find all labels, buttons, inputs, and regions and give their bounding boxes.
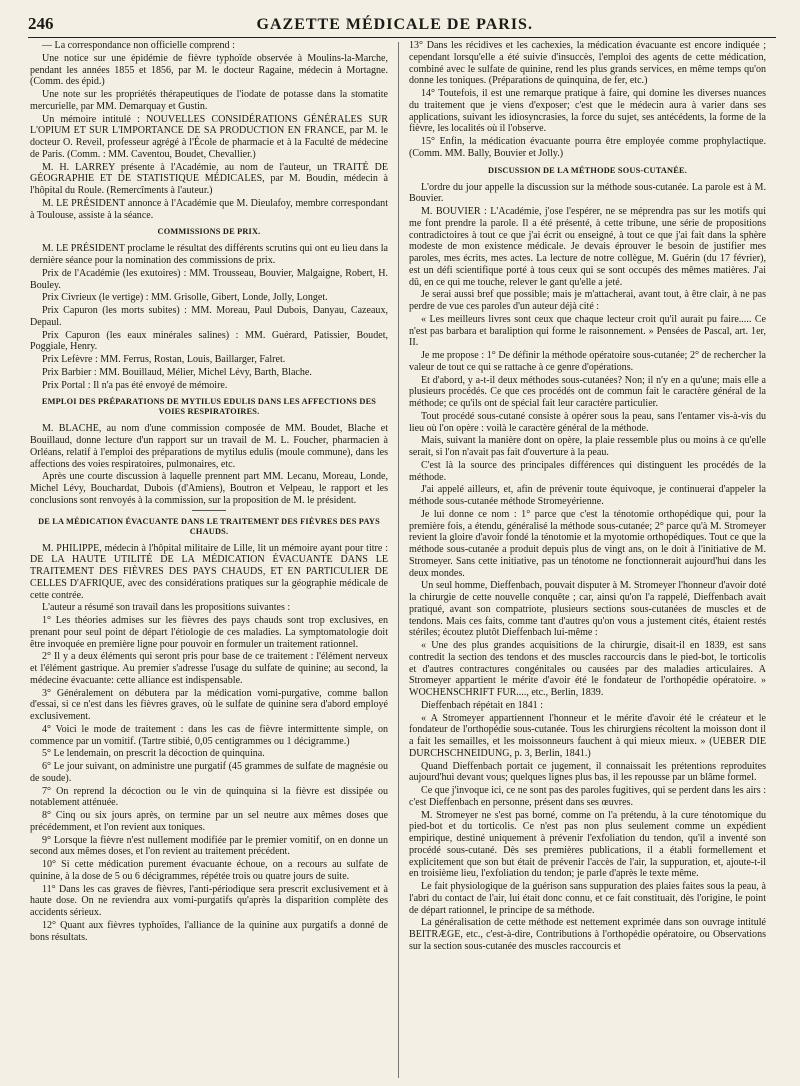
right-column [409, 40, 766, 1080]
section-heading-mytilus: EMPLOI DES PRÉPARATIONS DE MYTILUS EDULIS DANS LES AFFECTIONS DES VOIES RESPIRATOIRES. [41, 397, 377, 417]
paragraph: — La correspondance non officielle comprend : [42, 40, 235, 51]
paragraph: Prix Civrieux (le vertige) : MM. Grisolle, Gibert, Londe, Jolly, Longet. [42, 292, 328, 304]
paragraph: Après une courte discussion à laquelle prennent part MM. Lecanu, Moreau, Londe, Michel Lévy, Bouchardat, Dubois (d'Amiens), Boutron et Velpeau, le rapport et les conclusions sont renvoyés à la commission, sur la proposition de M. le président. [30, 471, 388, 506]
paragraph: M. LE PRÉSIDENT annonce à l'Académie que M. Dieulafoy, membre correspondant à Toulouse, assiste à la séance. [30, 197, 388, 221]
paragraph: M. Stromeyer ne s'est pas borné, comme on l'a prétendu, à la cure ténotomique du pied-bot et du torticolis. Ce n'est pas non plus seulement comme un expédient empirique, destiné uniquement à prévenir l'exfoliation du tendon, qu'il a inventé son procédé sous-cutané. Dès ses premières publications, il a établi formellement et explicitement que son but était de prévenir l'accès de l'air, la suppuration, et, ajoute-t-il en troisième lieu, l'exfoliation du tendon; je parle d'après le texte même. [409, 809, 766, 880]
paragraph: Prix Capuron (les morts subites) : MM. Moreau, Paul Dubois, Danyau, Cazeaux, Depaul. [30, 305, 388, 328]
discussion-section [409, 182, 766, 953]
paragraph: Prix Barbier : MM. Bouillaud, Mélier, Michel Lévy, Barth, Blache. [42, 366, 312, 378]
paragraph: Je lui donne ce nom : 1° parce que c'est la ténotomie orthopédique qui, pour la première fois, a étendu, généralisé la méthode sous-cutanée; 2° parce qu'à M. Stromeyer revient la gloire d'avoir fondé la ténotomie et la myotomie orthopédiques. Tout ce que la méthode sous-cutanée a produit depuis plus de vingt ans, on le doit à l'initiative de M. Stromeyer. Sans cette initiative, pas un ténotome ne fonctionnerait aujourd'hui dans les deux mondes. [409, 508, 766, 579]
paragraph: 8° Cinq ou six jours après, on termine par un sel neutre aux mêmes doses que précédemment, et l'on revient aux toniques. [30, 810, 388, 833]
paragraph: J'ai appelé ailleurs, et, afin de prévenir toute équivoque, je continuerai d'appeler la méthode sous-cutanée méthode Stromeyérienne. [409, 484, 766, 507]
paragraph: C'est là la source des principales différences qui distinguent les procédés de la méthode. [409, 459, 766, 483]
paragraph: 14° Toutefois, il est une remarque pratique à faire, qui domine les diverses nuances du traitement que je viens d'exposer; c'est que le médecin aura à varier dans ses applications, suivant les idiosyncrasies, la force du sujet, ses antécédents, la forme de la fièvre, les localités où il l'observe. [409, 88, 766, 135]
paragraph: Je me propose : 1° De définir la méthode opératoire sous-cutanée; 2° de rechercher la valeur de tout ce qui se rattache à ce genre d'opérations. [409, 350, 766, 373]
paragraph: M. PHILIPPE, médecin à l'hôpital militaire de Lille, lit un mémoire ayant pour titre : DE LA HAUTE UTILITÉ DE LA MÉDICATION ÉVACUANTE DANS LE TRAITEMENT DES FIÈVRES DES PAYS CHAUDS, ET EN PARTICULIER DE CELLES D'AFRIQUE, avec des considérations pratiques sur la géographie médicale de cette contrée. [30, 542, 388, 601]
left-column [30, 40, 388, 1080]
paragraph: M. BOUVIER : L'Académie, j'ose l'espérer, ne se méprendra pas sur les motifs qui me font prendre la parole. Il a été présenté, à cette tribune, une série de propositions contradictoires à tout ce que j'ai écrit ou enseigné, à tout ce que j'ai fait dans la sphère modeste de mon existence médicale. Je devais éprouver le besoin de justifier mes paroles, mes écrits, mes actes. La lecture de notre collègue, M. Guérin (du 17 février), est un défi scientifique porté à tous ceux qui se sont occupés des mêmes matières. J'ai dû, en ce qui me touche, relever le gant qu'elle a jeté. [409, 206, 766, 288]
section-rule [192, 510, 226, 511]
paragraph: Une notice sur une épidémie de fièvre typhoïde observée à Moulins-la-Marche, pendant les années 1855 et 1856, par M. le docteur Ragaine, médecin à Mortagne. (Comm. des épid.) [30, 52, 388, 88]
paragraph: M. LE PRÉSIDENT proclame le résultat des différents scrutins qui ont eu lieu dans la dernière séance pour la nomination des commissions de prix. [30, 243, 388, 266]
paragraph: M. H. LARREY présente à l'Académie, au nom de l'auteur, un TRAITÉ DE GÉOGRAPHIE ET DE STATISTIQUE MÉDICALES, par M. Boudin, médecin à l'hôpital du Roule. (Remercîments à l'auteur.) [30, 161, 388, 196]
paragraph: Un seul homme, Dieffenbach, pouvait disputer à M. Stromeyer l'honneur d'avoir doté la chirurgie de cette nouvelle conquête ; car, ainsi qu'on l'a rappelé, Dieffenbach avait pratiqué, avant son compatriote, plusieurs sections sous-cutanées de muscles et de tendons. Mais ces faits, comme tant d'autres qu'on vous a justement cités, étaient restés stériles; écoutez plutôt Dieffenbach lui-même : [409, 580, 766, 639]
journal-title: GAZETTE MÉDICALE DE PARIS. [256, 16, 533, 33]
paragraph: Mais, suivant la manière dont on opère, la plaie ressemble plus ou moins à ce qu'elle serait, si l'on n'avait pas fait d'ouverture à la peau. [409, 435, 766, 458]
medication-section [30, 543, 388, 944]
paragraph: Ce que j'invoque ici, ce ne sont pas des paroles fugitives, qui se perdent dans les airs : c'est Dieffenbach en personne, présent dans ses œuvres. [409, 785, 766, 808]
paragraph: 6° Le jour suivant, on administre une purgatif (45 grammes de sulfate de magnésie ou de soude). [30, 761, 388, 784]
paragraph: La généralisation de cette méthode est nettement exprimée dans son ouvrage intitulé BEITRÆGE, etc., c'est-à-dire, Contributions à l'orthopédie opératoire, ou Observations sur la section sous-cutanée des muscles raccourcis et [409, 917, 766, 952]
mytilus-section [30, 423, 388, 506]
paragraph: Prix Portal : Il n'a pas été envoyé de mémoire. [42, 379, 228, 391]
section-heading-discussion: DISCUSSION DE LA MÉTHODE SOUS-CUTANÉE. [487, 165, 687, 175]
paragraph: 11° Dans les cas graves de fièvres, l'anti-périodique sera prescrit exclusivement et à haute dose. On ne reviendra aux vomi-purgatifs qu'après la disparition complète des accidents sérieux. [30, 883, 388, 918]
page-header [28, 8, 776, 38]
paragraph: L'ordre du jour appelle la discussion sur la méthode sous-cutanée. La parole est à M. Bouvier. [409, 181, 766, 205]
section-heading-commissions: COMMISSIONS DE PRIX. [157, 227, 261, 237]
paragraph: 3° Généralement on débutera par la médication vomi-purgative, comme ballon d'essai, si ce n'est dans les fièvres graves, où le sulfate de quinine sera d'abord employé exclusivement. [30, 687, 388, 722]
paragraph: Un mémoire intitulé : NOUVELLES CONSIDÉRATIONS GÉNÉRALES SUR L'OPIUM ET SUR L'IMPORTANCE DE SA PRODUCTION EN FRANCE, par M. le docteur O. Reveil, professeur agrégé à l'École de pharmacie et à la Faculté de médecine de Paris. (Comm. : MM. Caventou, Boudet, Chevallier.) [30, 113, 388, 160]
page-number: 246 [28, 14, 54, 33]
paragraph: Le fait physiologique de la guérison sans suppuration des plaies faites sous la peau, à l'abri du contact de l'air, lui était donc connu, et ce fait constituait, dès l'origine, le point de départ rationnel, le principe de sa méthode. [409, 881, 766, 916]
paragraph: 13° Dans les récidives et les cachexies, la médication évacuante est encore indiquée ; cependant lorsqu'elle a été suivie d'insuccès, l'emploi des agents de cette médication, combiné avec le sulfate de quinine, rend les plus grands services, en même temps qu'on donne les toniques. (Préparations de quinquina, de fer, etc.) [409, 40, 766, 87]
paragraph: « Une des plus grandes acquisitions de la chirurgie, disait-il en 1839, est sans contredit la section des tendons et des muscles raccourcis dans le pied-bot, le torticolis et d'autres contractures congénitales ou causées par des maladies articulaires. A Stromeyer appartient le mérite d'avoir été le fondateur de l'orthopédie opératoire. » WOCHENSCHRIFT FUR...., etc., Berlin, 1839. [409, 640, 766, 698]
paragraph: 5° Le lendemain, on prescrit la décoction de quinquina. [42, 748, 265, 760]
paragraph: 9° Lorsque la fièvre n'est nullement modifiée par le premier vomitif, on en donne un second aux mêmes doses, et l'on revient au traitement précédent. [30, 834, 388, 858]
paragraph: L'auteur a résumé son travail dans les propositions suivantes : [42, 602, 291, 614]
commissions-section [30, 243, 388, 391]
paragraph: 7° On reprend la décoction ou le vin de quinquina si la fièvre est dissipée ou notablement atténuée. [30, 785, 388, 809]
paragraph: 12° Quant aux fièvres typhoïdes, l'alliance de la quinine aux purgatifs a donné de bons résultats. [30, 919, 388, 943]
paragraph: 1° Les théories admises sur les fièvres des pays chauds sont trop exclusives, en prenant pour seul point de départ l'étiologie de ces maladies. La symptomatologie doit être invoquée en première ligne pour pouvoir en formuler un traitement rationnel. [30, 615, 388, 650]
paragraph: 10° Si cette médication purement évacuante échoue, on a recours au sulfate de quinine, à la dose de 5 ou 6 décigrammes, répétée trois ou quatre jours de suite. [30, 859, 388, 882]
paragraph: Une note sur les propriétés thérapeutiques de l'iodate de potasse dans la stomatite mercurielle, par MM. Demarquay et Gustin. [30, 89, 388, 112]
paragraph: Je serai aussi bref que possible; mais je m'attacherai, avant tout, à être clair, à ne pas perdre de vue ces paroles d'un auteur déjà cité : [409, 289, 766, 312]
paragraph: 4° Voici le mode de traitement : dans les cas de fièvre intermittente simple, on commence par un vomitif. (Tartre stibié, 0,05 centigrammes ou 1 décigramme.) [30, 723, 388, 747]
paragraph: Tout procédé sous-cutané consiste à opérer sous la peau, sans l'entamer vis-à-vis du lieu où l'on opère : voilà le caractère général de la méthode. [409, 410, 766, 434]
column-divider [398, 42, 399, 1078]
section-heading-medication: DE LA MÉDICATION ÉVACUANTE DANS LE TRAITEMENT DES FIÈVRES DES PAYS CHAUDS. [38, 516, 380, 536]
paragraph: 2° Il y a deux éléments qui seront pris pour base de ce traitement : l'élément nerveux et l'élément gastrique. Au premier s'adresse l'usage du sulfate de quinine; au second, la médecine évacuante: cette alliance est indispensable. [30, 651, 388, 686]
paragraph: Prix de l'Académie (les exutoires) : MM. Trousseau, Bouvier, Malgaigne, Robert, H. Bouley. [30, 267, 388, 291]
medication-continued-section [409, 40, 766, 160]
paragraph: Prix Capuron (les eaux minérales salines) : MM. Guérard, Patissier, Boudet, Poggiale, Henry. [30, 329, 388, 353]
paragraph: 15° Enfin, la médication évacuante pourra être employée comme prophylactique. (Comm. MM. Bally, Bouvier et Jolly.) [409, 136, 766, 159]
paragraph: Dieffenbach répétait en 1841 : [421, 699, 543, 711]
paragraph: « Les meilleurs livres sont ceux que chaque lecteur croit qu'il aurait pu faire..... Ce n'est pas barbara et baraliption qui forme le raisonnement. » Pensées de Pascal, art. 1er, II. [409, 313, 766, 349]
paragraph: Quand Dieffenbach portait ce jugement, il connaissait les prétentions reproduites aujourd'hui devant vous; quelques lignes plus bas, il les repousse par un blâme formel. [409, 760, 766, 784]
paragraph: M. BLACHE, au nom d'une commission composée de MM. Boudet, Blache et Bouillaud, donne lecture d'un rapport sur un travail de M. L. Foucher, pharmacien à Orléans, relatif à l'emploi des préparations de mytilus edulis (moule commune), dans les affections des voies respiratoires, pulmonaires, etc. [30, 423, 388, 470]
paragraph: Prix Lefèvre : MM. Ferrus, Rostan, Louis, Baillarger, Falret. [42, 354, 286, 365]
correspondence-section [30, 40, 388, 221]
paragraph: Et d'abord, y a-t-il deux méthodes sous-cutanées? Non; il n'y en a qu'une; mais elle a plusieurs procédés. Ce que ces procédés ont de commun fait le caractère général de la méthode; ce qu'ils ont de spécial fait leur caractère particulier. [409, 374, 766, 409]
paragraph: « A Stromeyer appartiennent l'honneur et le mérite d'avoir été le créateur et le fondateur de l'orthopédie sous-cutanée. Tous les chirurgiens récoltent la moisson dont il a fait les semailles, et les moissonneurs fauchent à qui mieux mieux. » (UEBER DIE DURCHSCHNEIDUNG, p. 3, Berlin, 1841.) [409, 712, 766, 759]
